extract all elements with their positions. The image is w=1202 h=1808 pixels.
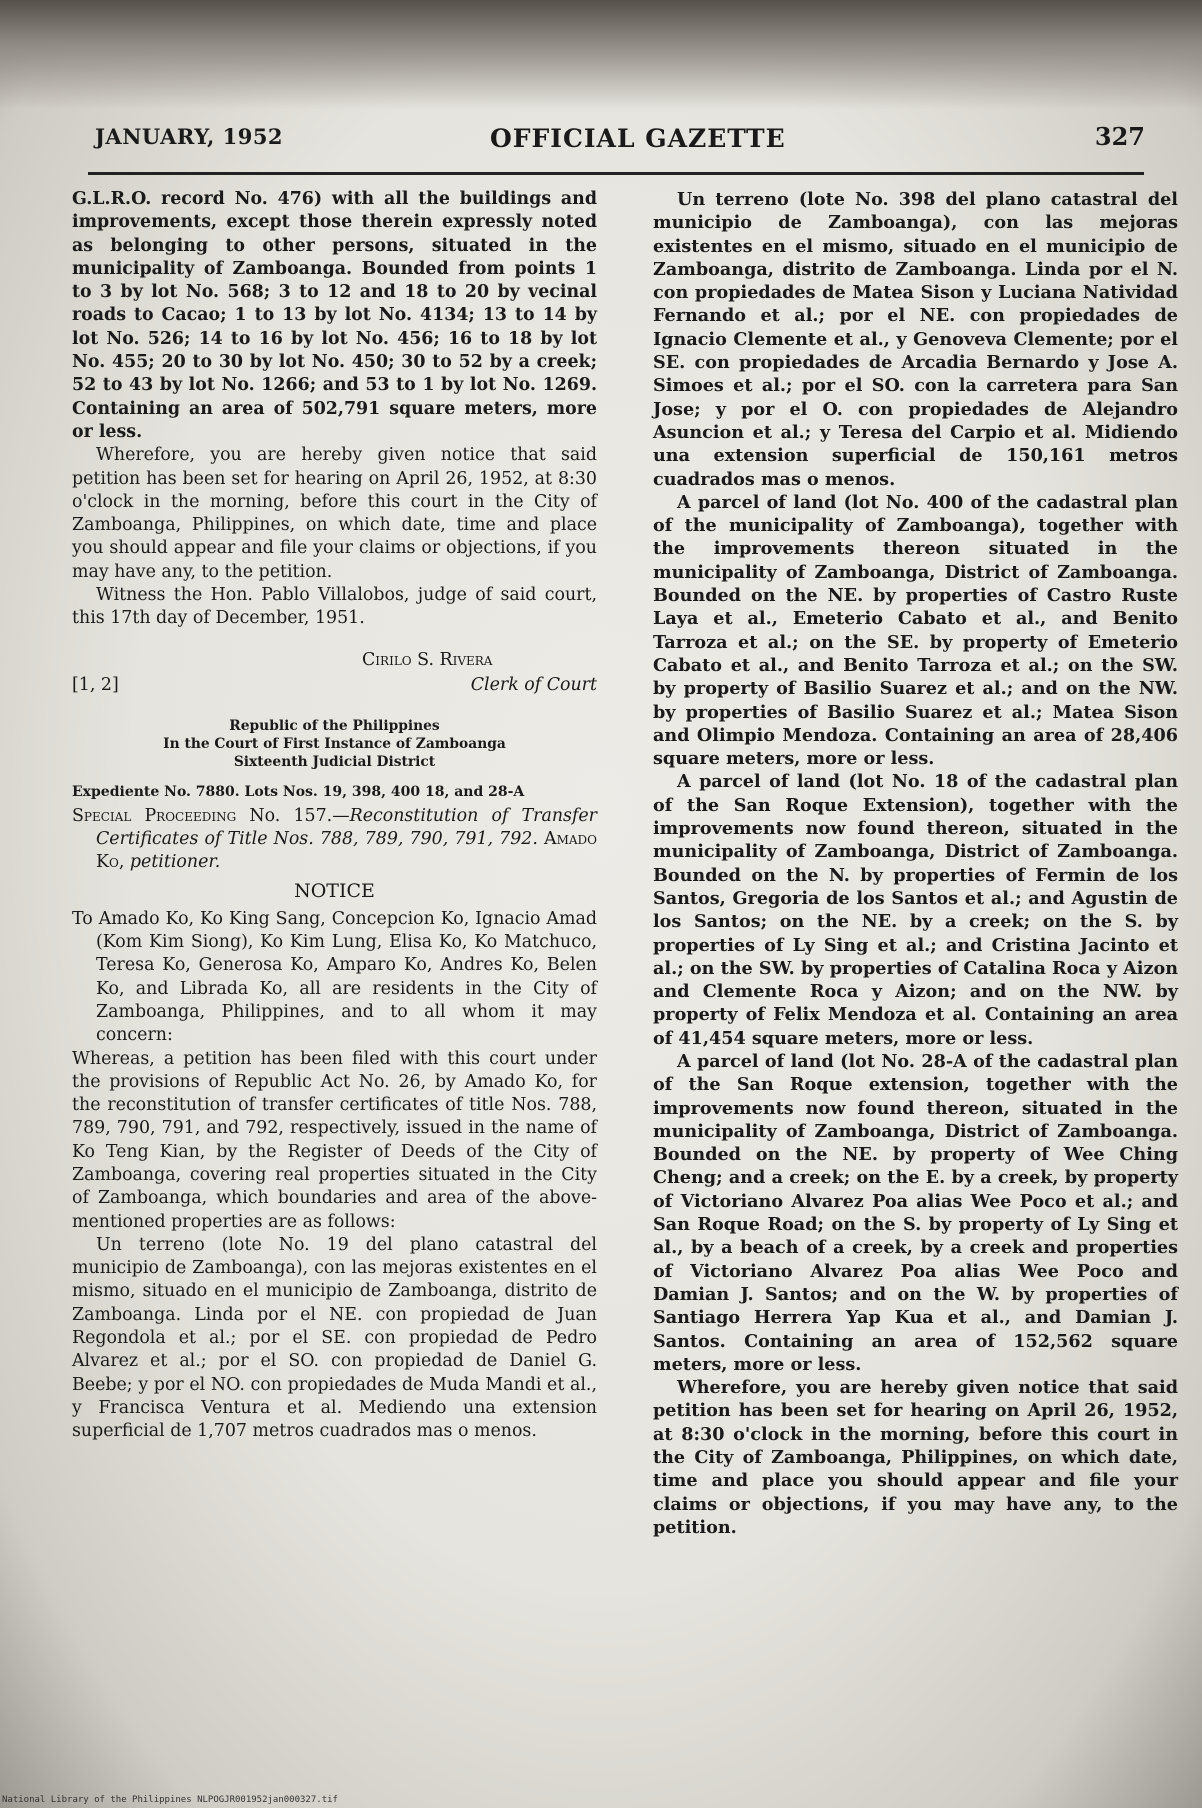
addressees-paragraph: To Amado Ko, Ko King Sang, Concepcion Ko, Ignacio Amad (Kom Kim Siong), Ko Kim Lung, Elisa Ko, Ko Matchuco, Teresa Ko, Generosa Ko, Amparo Ko, Andres Ko, Belen Ko, and Librada Ko, all are residents in the City of Zamboanga, Philippines, and to all whom it may concern: <box>72 908 597 1046</box>
expediente-line: Expediente No. 7880. Lots Nos. 19, 398, 400 18, and 28-A <box>72 784 525 801</box>
special-label: Special Proceeding <box>72 805 237 826</box>
signature-block <box>72 649 597 698</box>
left-column <box>72 188 597 1444</box>
court-heading <box>72 717 597 771</box>
terreno-398-paragraph: Un terreno (lote No. 398 del plano catastral del municipio de Zamboanga), con las mejoras existentes en el mismo, situado en el municipio de Zamboanga, distrito de Zamboanga. Linda por el N. con propiedades de Matea Sison y Luciana Natividad Fernando et al.; por el NE. con propiedades de Ignacio Clemente et al., y Genoveva Clemente; por el SE. con propiedades de Arcadia Bernardo y Jose A. Simoes et al.; por el SO. con la carretera para San Jose; y por el O. con propiedades de Alejandro Asuncion et al.; y Teresa del Carpio et al. Midiendo una extension superficial de 150,161 metros cuadrados mas o menos. <box>653 189 1178 490</box>
signer-name: Cirilo S. Rivera <box>362 649 493 670</box>
special-proceeding <box>72 805 597 875</box>
parcel-18-paragraph: A parcel of land (lot No. 18 of the cadastral plan of the San Roque Extension), together with the improvements now found thereon, situated in the municipality of Zamboanga, District of Zamboanga. Bounded on the N. by properties of Fermin de los Santos, Gregoria de los Santos et al.; and Agustin de los Santos; on the NE. by a creek; on the S. by properties of Ly Sing et al.; and Cristina Jacinto et al.; on the SW. by properties of Catalina Roca y Aizon and Clemente Roca y Aizon; and on the NW. by property of Felix Mendoza et al. Containing an area of 41,454 square meters, more or less. <box>653 771 1178 1049</box>
court-line-2: In the Court of First Instance of Zamboanga <box>163 736 506 753</box>
court-line-3: Sixteenth Judicial District <box>233 754 436 771</box>
page-number: 327 <box>1094 122 1145 151</box>
scan-footer: National Library of the Philippines NLPOGJR001952jan000327.tif <box>2 1795 338 1805</box>
page-header <box>95 116 1145 164</box>
wherefore-right-paragraph: Wherefore, you are hereby given notice that said petition has been set for hearing on April 26, 1952, at 8:30 o'clock in the morning, before this court in the City of Zamboanga, Philippines, on which date, time and place you should appear and file your claims or objections, if you may have any, to the petition. <box>653 1377 1178 1538</box>
whereas-paragraph: Whereas, a petition has been filed with this court under the provisions of Republic Act No. 26, by Amado Ko, for the reconstitution of transfer certificates of title Nos. 788, 789, 790, 791, and 792, respectively, issued in the name of Ko Teng Kian, by the Register of Deeds of the City of Zamboanga, covering real properties situated in the City of Zamboanga, which boundaries and area of the above-mentioned properties are as follows: <box>72 1048 597 1232</box>
header-title: OFFICIAL GAZETTE <box>490 124 786 153</box>
terreno-19-paragraph: Un terreno (lote No. 19 del plano catastral del municipio de Zamboanga), con las mejoras existentes en el mismo, situado en el municipio de Zamboanga, distrito de Zamboanga. Linda por el NE. con propiedad de Juan Regondola et al.; por el SE. con propiedad de Pedro Alvarez et al.; por el SO. con propiedad de Daniel G. Beebe; y por el NO. con propiedades de Muda Mandi et al., y Francisca Ventura et al. Mediendo una extension superficial de 1,707 metros cuadrados mas o menos. <box>72 1234 597 1442</box>
wherefore-paragraph: Wherefore, you are hereby given notice that said petition has been set for hearing on April 26, 1952, at 8:30 o'clock in the morning, before this court in the City of Zamboanga, Philippines, on which date, time and place you should appear and file your claims or objections, if you may have any, to the petition. <box>72 445 597 582</box>
lot-boundaries-paragraph: G.L.R.O. record No. 476) with all the buildings and improvements, except those therein expressly noted as belonging to other persons, situated in the municipality of Zamboanga. Bounded from points 1 to 3 by lot No. 568; 3 to 12 and 18 to 20 by vecinal roads to Cacao; 1 to 13 by lot No. 4134; 13 to 14 by lot No. 526; 14 to 16 by lot No. 456; 16 to 18 by lot No. 455; 20 to 30 by lot No. 450; 30 to 52 by a creek; 52 to 43 by lot No. 1266; and 53 to 1 by lot No. 1269. Containing an area of 502,791 square meters, more or less. <box>72 189 597 442</box>
court-line-1: Republic of the Philippines <box>229 718 440 735</box>
right-column <box>653 188 1178 1539</box>
special-number: No. 157.— <box>249 805 350 826</box>
signer-title: Clerk of Court <box>470 674 597 695</box>
petitioner-role: petitioner. <box>129 852 221 873</box>
reference-mark: [1, 2] <box>72 674 119 695</box>
scan-shadow <box>0 0 1202 110</box>
parcel-400-paragraph: A parcel of land (lot No. 400 of the cadastral plan of the municipality of Zamboanga), together with the improvements thereon situated in the municipality of Zamboanga, District of Zamboanga. Bounded on the NE. by properties of Castro Ruste Laya et al., Emeterio Cabato et al., and Benito Tarroza et al.; on the SE. by property of Emeterio Cabato et al., and Benito Tarroza et al.; on the SW. by property of Basilio Suarez et al.; and on the NW. by properties of Basilio Suarez et al.; Matea Sison and Olimpio Mendoza. Containing an area of 28,406 square meters, more or less. <box>653 491 1178 770</box>
petitioner-name: Amado Ko, <box>96 828 597 873</box>
header-date: JANUARY, 1952 <box>95 124 284 149</box>
special-title: Reconstitution of Transfer Certificates of Title Nos. 788, 789, 790, 791, 792. <box>96 805 597 849</box>
witness-paragraph: Witness the Hon. Pablo Villalobos, judge of said court, this 17th day of December, 1951. <box>72 585 597 629</box>
header-rule <box>88 172 1144 175</box>
parcel-28a-paragraph: A parcel of land (lot No. 28-A of the cadastral plan of the San Roque extension, together with the improvements now found thereon, situated in the municipality of Zamboanga, District of Zamboanga. Bounded on the NE. by property of Wee Ching Cheng; and a creek; on the E. by a creek, by property of Victoriano Alvarez Poa alias Wee Poco et al.; and San Roque Road; on the S. by property of Ly Sing et al., by a beach of a creek, by a creek and properties of Victoriano Alvarez Poa alias Wee Poco and Damian J. Santos; and on the W. by properties of Santiago Herrera Yap Kua et al., and Damian J. Santos. Containing an area of 152,562 square meters, more or less. <box>653 1050 1178 1375</box>
notice-heading: NOTICE <box>294 880 375 903</box>
